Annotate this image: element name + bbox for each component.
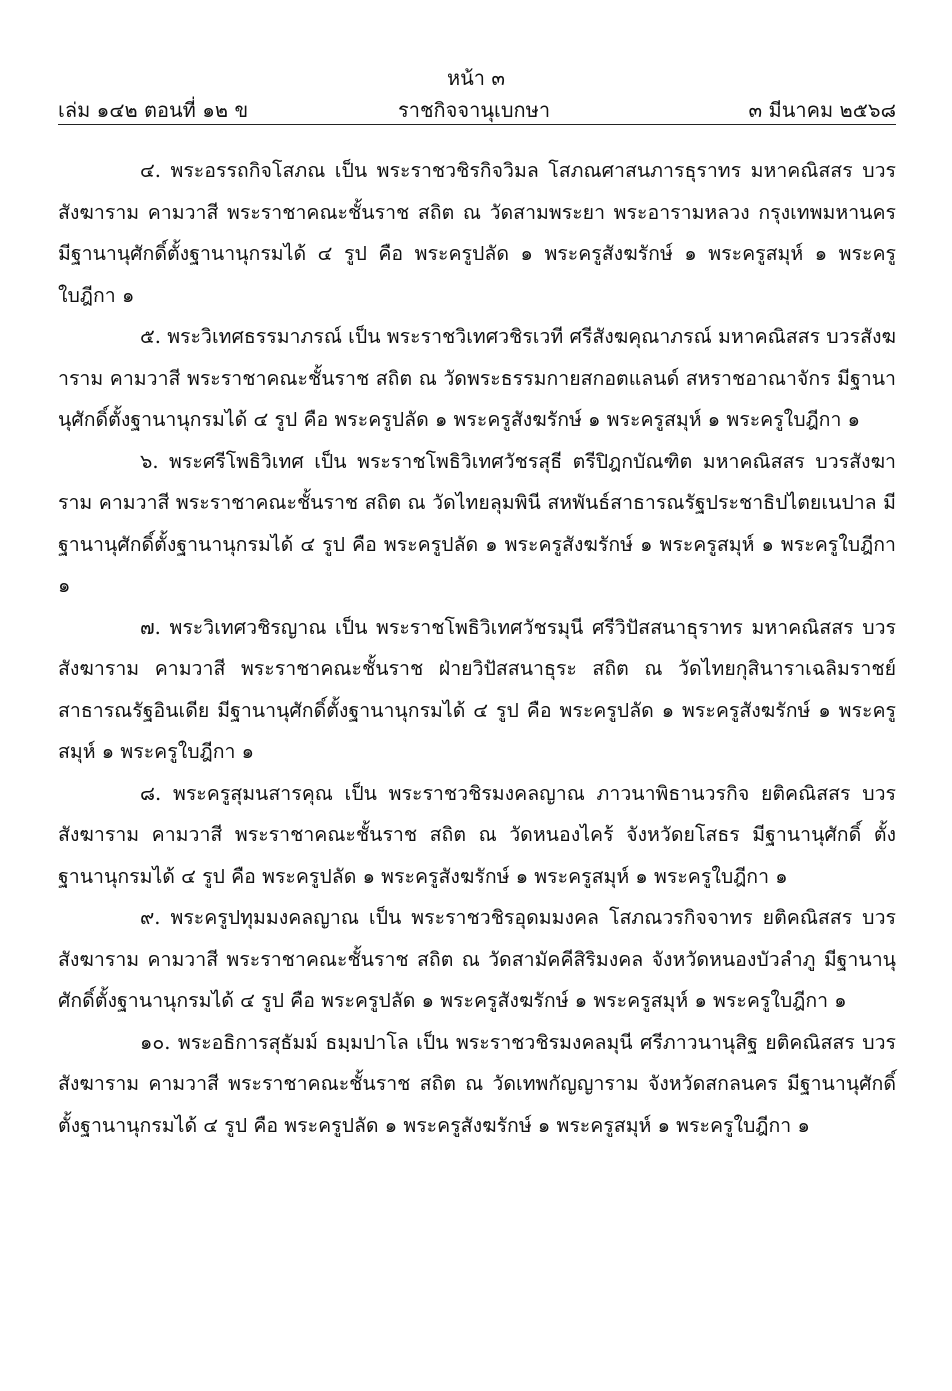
volume-issue: เล่ม ๑๔๒ ตอนที่ ๑๒ ข: [58, 98, 249, 122]
page-number: หน้า ๓: [446, 66, 506, 90]
paragraph-item-7: ๗. พระวิเทศวชิรญาณ เป็น พระราชโพธิวิเทศวัชรมุนี ศรีวิปัสสนาธุราทร มหาคณิสสร บวรสังฆาราม คามวาสี พระราชาคณะชั้นราช ฝ่ายวิปัสสนาธุระ สถิต ณ วัดไทยกุสินาราเฉลิมราชย์ สาธารณรัฐอินเดีย มีฐานานุศักดิ์ตั้งฐานานุกรมได้ ๔ รูป คือ พระครูปลัด ๑ พระครูสังฆรักษ์ ๑ พระครูสมุห์ ๑ พระครูใบฎีกา ๑: [58, 615, 896, 763]
paragraph-item-5: ๕. พระวิเทศธรรมาภรณ์ เป็น พระราชวิเทศวชิรเวที ศรีสังฆคุณาภรณ์ มหาคณิสสร บวรสังฆาราม คามวาสี พระราชาคณะชั้นราช สถิต ณ วัดพระธรรมกายสกอตแลนด์ สหราชอาณาจักร มีฐานานุศักดิ์ตั้งฐานานุกรมได้ ๔ รูป คือ พระครูปลัด ๑ พระครูสังฆรักษ์ ๑ พระครูสมุห์ ๑ พระครูใบฎีกา ๑: [58, 325, 896, 431]
document-body: [58, 150, 896, 1146]
paragraph-item-8: ๘. พระครูสุมนสารคุณ เป็น พระราชวชิรมงคลญาณ ภาวนาพิธานวรกิจ ยติคณิสสร บวรสังฆาราม คามวาสี พระราชาคณะชั้นราช สถิต ณ วัดหนองไคร้ จังหวัดยโสธร มีฐานานุศักดิ์ ตั้งฐานานุกรมได้ ๔ รูป คือ พระครูปลัด ๑ พระครูสังฆรักษ์ ๑ พระครูสมุห์ ๑ พระครูใบฎีกา ๑: [58, 781, 896, 888]
paragraph-item-4: ๔. พระอรรถกิจโสภณ เป็น พระราชวชิรกิจวิมล โสภณศาสนภารธุราทร มหาคณิสสร บวรสังฆาราม คามวาสี พระราชาคณะชั้นราช สถิต ณ วัดสามพระยา พระอารามหลวง กรุงเทพมหานคร มีฐานานุศักดิ์ตั้งฐานานุกรมได้ ๔ รูป คือ พระครูปลัด ๑ พระครูสังฆรักษ์ ๑ พระครูสมุห์ ๑ พระครูใบฎีกา ๑: [58, 159, 896, 307]
publication-title: ราชกิจจานุเบกษา: [398, 98, 551, 122]
gazette-header: [58, 94, 896, 120]
paragraph-item-9: ๙. พระครูปทุมมงคลญาณ เป็น พระราชวชิรอุดมมงคล โสภณวรกิจจาทร ยติคณิสสร บวรสังฆาราม คามวาสี พระราชาคณะชั้นราช สถิต ณ วัดสามัคคีสิริมงคล จังหวัดหนองบัวลำภู มีฐานานุศักดิ์ตั้งฐานานุกรมได้ ๔ รูป คือ พระครูปลัด ๑ พระครูสังฆรักษ์ ๑ พระครูสมุห์ ๑ พระครูใบฎีกา ๑: [58, 906, 896, 1012]
publication-date: ๓ มีนาคม ๒๕๖๘: [748, 98, 896, 122]
paragraph-item-10: ๑๐. พระอธิการสุธัมม์ ธมฺมปาโล เป็น พระราชวชิรมงคลมุนี ศรีภาวนานุสิฐ ยติคณิสสร บวรสังฆาราม คามวาสี พระราชาคณะชั้นราช สถิต ณ วัดเทพกัญญาราม จังหวัดสกลนคร มีฐานานุศักดิ์ตั้งฐานานุกรมได้ ๔ รูป คือ พระครูปลัด ๑ พระครูสังฆรักษ์ ๑ พระครูสมุห์ ๑ พระครูใบฎีกา ๑: [58, 1030, 896, 1137]
paragraph-item-6: ๖. พระศรีโพธิวิเทศ เป็น พระราชโพธิวิเทศวัชรสุธี ตรีปิฎกบัณฑิต มหาคณิสสร บวรสังฆาราม คามวาสี พระราชาคณะชั้นราช สถิต ณ วัดไทยลุมพินี สหพันธ์สาธารณรัฐประชาธิปไตยเนปาล มีฐานานุศักดิ์ตั้งฐานานุกรมได้ ๔ รูป คือ พระครูปลัด ๑ พระครูสังฆรักษ์ ๑ พระครูสมุห์ ๑ พระครูใบฎีกา ๑: [58, 449, 896, 597]
header-divider: [58, 124, 896, 125]
